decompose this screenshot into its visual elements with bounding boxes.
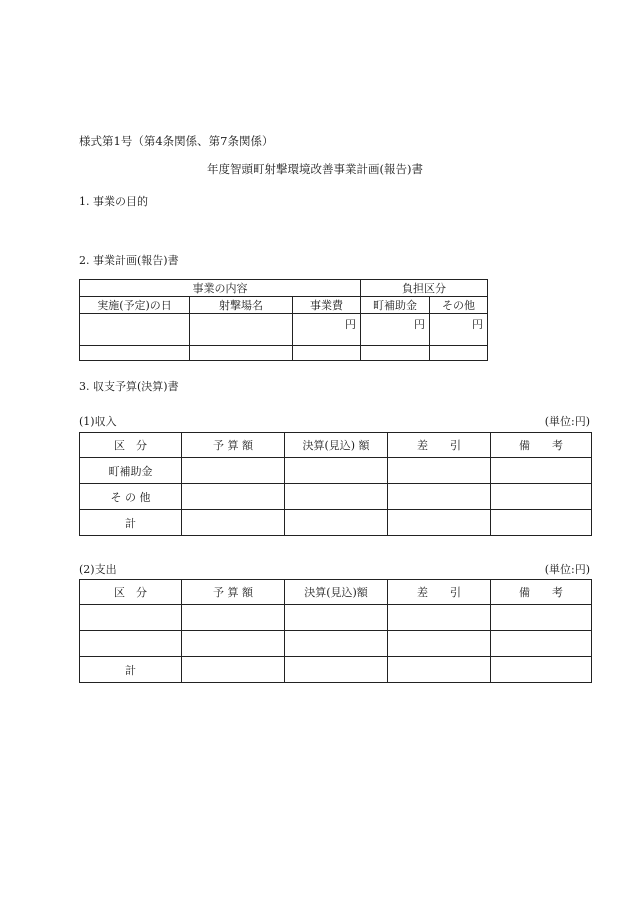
budget-cell[interactable] (182, 458, 285, 484)
table-row (80, 458, 592, 484)
blank-cell[interactable] (190, 346, 293, 361)
difference-cell[interactable] (388, 631, 491, 657)
settlement-cell[interactable] (285, 605, 388, 631)
settlement-cell[interactable] (285, 458, 388, 484)
difference-cell[interactable] (388, 605, 491, 631)
section-purpose-heading: 1. 事業の目的 (79, 195, 148, 208)
difference-cell[interactable] (388, 510, 491, 536)
settlement-cell[interactable] (285, 484, 388, 510)
expense-col-remarks: 備 考 (491, 580, 592, 605)
yen-unit: 円 (472, 318, 484, 331)
expense-col-difference: 差 引 (388, 580, 491, 605)
plan-col-date: 実施(予定)の日 (80, 297, 190, 314)
remarks-cell[interactable] (491, 510, 592, 536)
section-budget-heading: 3. 収支予算(決算)書 (79, 380, 179, 393)
plan-blank-row (80, 346, 488, 361)
expense-col-category: 区 分 (80, 580, 182, 605)
table-row (80, 484, 592, 510)
income-row-label: そ の 他 (80, 484, 182, 510)
remarks-cell[interactable] (491, 484, 592, 510)
expense-col-budget: 予 算 額 (182, 580, 285, 605)
income-col-settlement: 決算(見込) 額 (285, 433, 388, 458)
expense-row-label[interactable] (80, 631, 182, 657)
remarks-cell[interactable] (491, 458, 592, 484)
budget-cell[interactable] (182, 605, 285, 631)
settlement-cell[interactable] (285, 631, 388, 657)
table-row (80, 510, 592, 536)
remarks-cell[interactable] (491, 631, 592, 657)
plan-col-subsidy: 町補助金 (361, 297, 430, 314)
income-header-row (80, 433, 592, 458)
difference-cell[interactable] (388, 458, 491, 484)
plan-col-range-name: 射撃場名 (190, 297, 293, 314)
yen-unit: 円 (345, 318, 357, 331)
expense-heading: (2)支出 (79, 563, 117, 576)
plan-amount-row (80, 314, 488, 346)
blank-cell[interactable] (430, 346, 488, 361)
plan-date-cell[interactable] (80, 314, 190, 346)
income-col-remarks: 備 考 (491, 433, 592, 458)
plan-range-name-cell[interactable] (190, 314, 293, 346)
budget-cell[interactable] (182, 657, 285, 683)
income-heading: (1)収入 (79, 415, 117, 428)
plan-subsidy-cell[interactable] (361, 314, 430, 346)
income-row-label: 町補助金 (80, 458, 182, 484)
blank-cell[interactable] (293, 346, 361, 361)
expense-table (79, 579, 592, 683)
blank-cell[interactable] (361, 346, 430, 361)
plan-header-content: 事業の内容 (80, 280, 361, 297)
plan-header-burden: 負担区分 (361, 280, 488, 297)
difference-cell[interactable] (388, 484, 491, 510)
section-plan-heading: 2. 事業計画(報告)書 (79, 254, 179, 267)
yen-unit: 円 (414, 318, 426, 331)
plan-cost-cell[interactable] (293, 314, 361, 346)
blank-cell[interactable] (80, 346, 190, 361)
budget-cell[interactable] (182, 631, 285, 657)
income-row-label: 計 (80, 510, 182, 536)
expense-col-settlement: 決算(見込)額 (285, 580, 388, 605)
income-col-budget: 予 算 額 (182, 433, 285, 458)
document-title: 年度智頭町射撃環境改善事業計画(報告)書 (207, 162, 423, 176)
income-col-difference: 差 引 (388, 433, 491, 458)
plan-col-cost: 事業費 (293, 297, 361, 314)
plan-other-cell[interactable] (430, 314, 488, 346)
form-number: 様式第1号（第4条関係、第7条関係） (79, 134, 274, 148)
table-row (80, 631, 592, 657)
income-unit-label: (単位:円) (544, 415, 590, 428)
plan-group-header-row (80, 280, 488, 297)
expense-header-row (80, 580, 592, 605)
table-row (80, 657, 592, 683)
expense-row-label[interactable] (80, 605, 182, 631)
budget-cell[interactable] (182, 510, 285, 536)
plan-column-header-row (80, 297, 488, 314)
table-row (80, 605, 592, 631)
plan-col-other: その他 (430, 297, 488, 314)
expense-unit-label: (単位:円) (544, 563, 590, 576)
difference-cell[interactable] (388, 657, 491, 683)
settlement-cell[interactable] (285, 510, 388, 536)
income-table (79, 432, 592, 536)
plan-table (79, 279, 488, 361)
settlement-cell[interactable] (285, 657, 388, 683)
remarks-cell[interactable] (491, 605, 592, 631)
budget-cell[interactable] (182, 484, 285, 510)
remarks-cell[interactable] (491, 657, 592, 683)
income-col-category: 区 分 (80, 433, 182, 458)
expense-row-label: 計 (80, 657, 182, 683)
